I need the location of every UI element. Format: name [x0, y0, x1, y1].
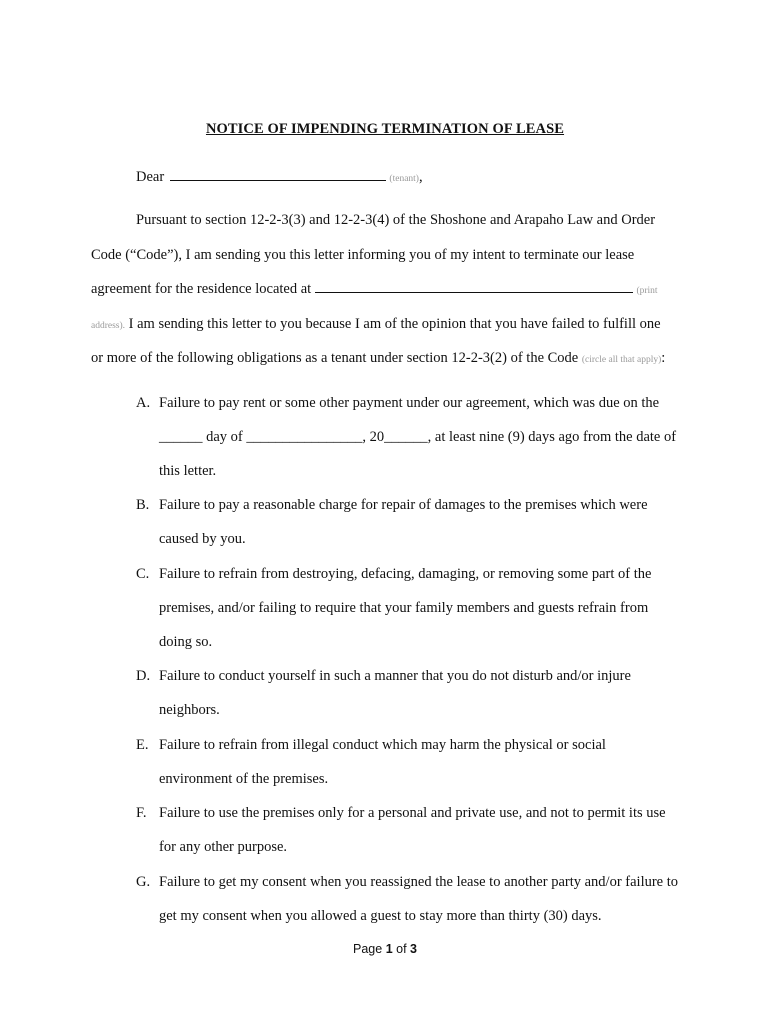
page-total: 3 [410, 942, 417, 956]
salutation-comma: , [418, 169, 423, 185]
item-b-letter: B. [136, 497, 150, 513]
paragraph-line-3 [91, 280, 658, 300]
item-d-line-2: neighbors. [159, 702, 220, 718]
item-b-line-1: Failure to pay a reasonable charge for repair of damages to the premises which were [159, 497, 648, 513]
item-e-letter: E. [136, 737, 149, 753]
page-footer [0, 942, 770, 956]
circle-hint: (circle all that apply) [581, 355, 662, 365]
page-word: Page [353, 942, 383, 956]
item-c-letter: C. [136, 566, 150, 582]
item-d-letter: D. [136, 668, 151, 684]
item-c-line-3: doing so. [159, 634, 213, 650]
page-current: 1 [385, 942, 393, 956]
item-b-line-2: caused by you. [159, 531, 246, 547]
item-d-line-1: Failure to conduct yourself in such a manner that you do not disturb and/or injure [159, 668, 631, 684]
of-word: of [396, 942, 407, 956]
paragraph-line-5 [91, 349, 665, 369]
tenant-name-blank[interactable] [170, 168, 386, 181]
address-blank[interactable] [315, 280, 633, 293]
item-c-line-2: premises, and/or failing to require that your family members and guests refrain from [159, 600, 649, 616]
residence-label: agreement for the residence located at [91, 281, 312, 297]
item-e-line-2: environment of the premises. [159, 771, 329, 787]
paragraph-line-5-colon: : [661, 350, 666, 366]
item-e-line-1: Failure to refrain from illegal conduct which may harm the physical or social [159, 737, 606, 753]
salutation-dear: Dear [136, 169, 165, 185]
tenant-hint: (tenant) [389, 174, 419, 184]
item-a-line-1: Failure to pay rent or some other payment under our agreement, which was due on the [159, 395, 660, 411]
item-g-line-1: Failure to get my consent when you reassigned the lease to another party and/or failure to [159, 874, 679, 890]
paragraph-line-4 [91, 315, 661, 335]
item-f-line-2: for any other purpose. [159, 839, 288, 855]
salutation-line [136, 168, 423, 188]
print-hint: (print [636, 286, 658, 296]
item-g-letter: G. [136, 874, 151, 890]
paragraph-line-5-text: or more of the following obligations as a tenant under section 12-2-3(2) of the Code [91, 350, 579, 366]
item-f-line-1: Failure to use the premises only for a personal and private use, and not to permit its use [159, 805, 666, 821]
address-hint: address). [91, 321, 126, 331]
paragraph-line-4-text: I am sending this letter to you because I am of the opinion that you have failed to fulfill one [128, 316, 661, 332]
item-a-line-2[interactable]: ______ day of ________________, 20______, at least nine (9) days ago from the date of [159, 429, 677, 445]
document-title: NOTICE OF IMPENDING TERMINATION OF LEASE [205, 121, 565, 137]
item-a-letter: A. [136, 395, 151, 411]
item-a-line-3: this letter. [159, 463, 217, 479]
item-g-line-2: get my consent when you allowed a guest to stay more than thirty (30) days. [159, 908, 602, 924]
paragraph-line-1: Pursuant to section 12-2-3(3) and 12-2-3(4) of the Shoshone and Arapaho Law and Order [136, 212, 656, 228]
item-c-line-1: Failure to refrain from destroying, defacing, damaging, or removing some part of the [159, 566, 652, 582]
item-f-letter: F. [136, 805, 147, 821]
paragraph-line-2: Code (“Code”), I am sending you this letter informing you of my intent to terminate our lease [91, 247, 635, 263]
